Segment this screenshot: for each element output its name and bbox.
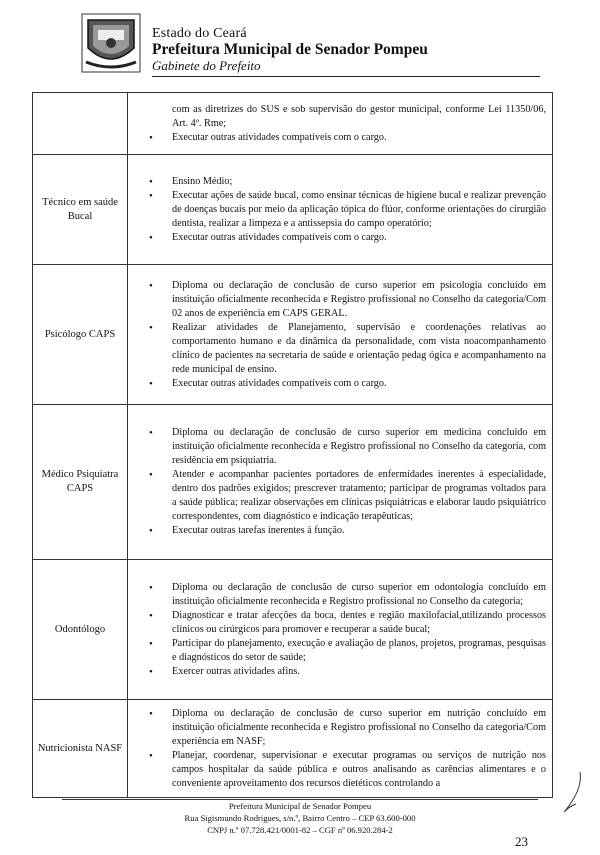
list-item: • Atender e acompanhar pacientes portadores de enfermidades inerentes à especialidade, dentro dos padrões exigidos; prescrever tratamento; participar de programas voltados para a saúde pública; realizar observações em clínicas psiquiátricas e elaborar laudo psiquiátrico correspondentes, com diagnóstico e indicação terapêuticas; [134, 468, 546, 524]
description-cell [128, 155, 553, 265]
footer-line-3: CNPJ n.º 07.728.421/0001-82 – CGF nº 06.920.284-2 [207, 825, 393, 835]
table-row [33, 700, 553, 798]
table-row [33, 93, 553, 155]
prefeitura-name: Prefeitura Municipal de Senador Pompeu [152, 41, 428, 58]
list-item: • Ensino Médio; [134, 175, 546, 189]
list-item: • Diploma ou declaração de conclusão de curso superior em psicologia concluído em instituição oficialmente reconhecida e Registro profissional no Conselho da categoria/Com 02 anos de experiência em CAPS GERAL. [134, 279, 546, 321]
list-item: • Diagnosticar e tratar afecções da boca, dentes e região maxilofacial,utilizando processos clínicos ou cirúrgicos para promover e recuperar a saúde bucal; [134, 609, 546, 637]
description-cell [128, 700, 553, 798]
signature-mark [562, 770, 584, 814]
list-item: • Diploma ou declaração de conclusão de curso superior em medicina concluído em instituição oficialmente reconhecida e Registro profissional no Conselho da categoria, com residência em psiquiatria. [134, 426, 546, 468]
role-cell: Técnico em saúde Bucal [33, 155, 128, 265]
role-cell: Psicólogo CAPS [33, 265, 128, 405]
list-item: • Participar do planejamento, execução e avaliação de planos, projetos, programas, pesquisas e diagnósticos do setor de saúde; [134, 637, 546, 665]
footer-line-2: Rua Sigismundo Rodrigues, s/n.º, Bairro Centro – CEP 63.600-000 [184, 813, 416, 823]
description-cell [128, 405, 553, 560]
description-cell [128, 93, 553, 155]
list-item: • Diploma ou declaração de conclusão de curso superior em odontologia concluído em instituição oficialmente reconhecida e Registro profissional no Conselho da categoria; [134, 581, 546, 609]
role-cell: Médico Psiquiatra CAPS [33, 405, 128, 560]
list-item: • Executar ações de saúde bucal, como ensinar técnicas de higiene bucal e realizar prevenção de doenças bucais por meio da aplicação tópica do flúor, conforme orientações do cirurgião dentista, realizar a limpeza e a antissepsia do campo operatório; [134, 189, 546, 231]
header-divider [152, 76, 540, 77]
list-item: • Planejar, coordenar, supervisionar e executar programas ou serviços de nutrição nos campos hospitalar da saúde pública e outros analisando as carências alimentares e o conveniente aproveitamento dos recursos dietéticos controlando a [134, 749, 546, 791]
role-cell: Nutricionista NASF [33, 700, 128, 798]
description-cell [128, 560, 553, 700]
table-row [33, 405, 553, 560]
state-name: Estado do Ceará [152, 26, 247, 41]
list-item: • Exercer outras atividades afins. [134, 665, 546, 679]
table-row [33, 155, 553, 265]
role-cell: Odontólogo [33, 560, 128, 700]
list-item: • Executar outras tarefas inerentes à função. [134, 524, 546, 538]
page-number: 23 [515, 834, 528, 849]
continued-text: com as diretrizes do SUS e sob supervisão do gestor municipal, conforme Lei 11350/06, Art. 4º. Rme; [172, 103, 546, 129]
footer [62, 800, 538, 836]
letterhead [80, 8, 540, 78]
job-requirements-table [32, 92, 553, 798]
list-item: • Executar outras atividades compatíveis com o cargo. [134, 231, 546, 245]
list-item: • Executar outras atividades compatíveis com o cargo. [134, 131, 546, 145]
list-item: • Diploma ou declaração de conclusão de curso superior em nutrição concluído em instituição oficialmente reconhecida e Registro profissional no Conselho da categoria/Com experiência em NASF; [134, 707, 546, 749]
list-item: • Realizar atividades de Planejamento, supervisão e coordenações relativas ao comportamento humano e da dinâmica da personalidade, com vista noacompanhamento clínico de pacientes na secretaria de saúde e orientação pedag ógica e acompanhamento na rede municipal de ensino. [134, 321, 546, 377]
role-cell [33, 93, 128, 155]
gabinete-name: Gabinete do Prefeito [152, 58, 261, 73]
list-item: • Executar outras atividades compatíveis com o cargo. [134, 377, 546, 391]
description-cell [128, 265, 553, 405]
table-row [33, 265, 553, 405]
table-row [33, 560, 553, 700]
coat-of-arms-icon [80, 12, 142, 74]
footer-line-1: Prefeitura Municipal de Senador Pompeu [228, 801, 372, 811]
